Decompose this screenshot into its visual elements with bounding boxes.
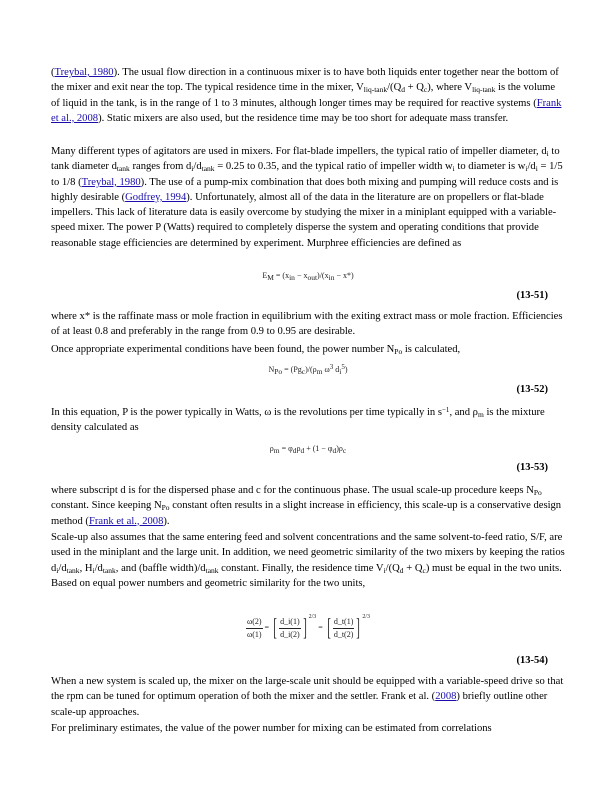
paragraph-agitators: Many different types of agitators are used in mixers. For flat-blade impellers, the typical ratio of impeller diameter, $d_i$ to tank diameter $d_{tank}$ ranges from $d_i/d_{tank} = 0.25$ to 0.35, and the typical ratio of impeller width $w_i$ to diameter is $w_i/d_i = 1/5$ to 1/8 (Treybal, 1980). The use of a pump-mix combination that does both mixing and pumping will reduce costs and is highly desirable (Godfrey, 1994). Unfortunately, almost all of the data in the literature are on propellers or flat-blade impellers. This lack of literature data is easily overcome by studying the mixer in a miniplant equipped with a variable-speed mixer. The power P (Watts) required to completely disperse the system and operating conditions that provide reasonable stage efficiencies are determined by experiment. Murphree efficiencies are defined as	[51, 146, 563, 249]
citation-link-frank[interactable]: Frank et al., 2008	[88, 515, 164, 527]
fraction-omega: $\frac{\omega(2)}{\omega(1)}$	[246, 616, 262, 639]
paragraph-scale-up-procedure: where subscript d is for the dispersed phase and c for the continuous phase. The usual scale-up procedure keeps $N_{Po}$ constant. Since keeping $N_{Po}$ constant often results in a slight increase in efficiency, this scale-up is a conservative design method (Frank et al., 2008).	[51, 485, 562, 527]
equation-13-51: $E_M = (x_{in} - x_{out})/(x_{in} - x*)$	[262, 271, 354, 282]
equation-number-13-54: (13-54)	[516, 655, 548, 666]
equation-13-53: $\rho_m = \varphi_d\rho_d + (1 - \varphi_d)\rho_c$	[269, 444, 347, 455]
citation-link-treybal[interactable]: Treybal, 1980	[54, 67, 114, 78]
paragraph-residence-time: (Treybal, 1980). The usual flow direction in a continuous mixer is to have both liquids enter together near the bottom of the mixer and exit near the top. The typical residence time in the mixer, $V_{liq-tank}/(Q_d + Q_c)$, where $V_{liq-tank}$ is the volume of liquid in the tank, is in the range of 1 to 3 minutes, although longer times may be required for reactive systems (Frank et al., 2008). Static mixers are also used, but the residence time may be too short for adequate mass transfer.	[51, 67, 562, 124]
paragraph-geometric-similarity: Scale-up also assumes that the same entering feed and solvent concentrations and the same solvent-to-feed ratio, S/F, are used in the miniplant and the large unit. In addition, we need geometric similarity of the two mixers by keeping the ratios $d_i/d_{tank}$, $H_i/d_{tank}$, and (baffle $width)/d_{tank}$ constant. Finally, the residence time $V_i/(Q_d + Q_c)$ must be equal in the two units. Based on equal power numbers and geometric similarity for the two units,	[51, 532, 565, 589]
fraction-impeller-diameter: $\frac{d\_i(1)}{d\_i(2)}$	[280, 616, 300, 639]
equation-number-13-51: (13-51)	[516, 290, 548, 301]
fraction-tank-diameter: $\frac{d\_t(1)}{d\_t(2)}$	[333, 616, 354, 639]
paragraph-density: In this equation, P is the power typically in Watts, ω is the revolutions per time typically in $s^{-1}$, and $\rho_m$ is the mixture density calculated as	[51, 406, 545, 434]
citation-link-godfrey[interactable]: Godfrey, 1994	[125, 191, 187, 203]
paragraph-raffinate: where x* is the raffinate mass or mole fraction in equilibrium with the exiting extract mass or mole fraction. Efficiencies of at least 0.8 and preferably in the range from 0.9 to 0.95 are desirable.	[51, 311, 563, 338]
citation-link-treybal[interactable]: Treybal, 1980	[81, 176, 141, 188]
paragraph-preliminary-estimates: For preliminary estimates, the value of the power number for mixing can be estimated from correlations	[51, 723, 492, 734]
equation-13-54: $\frac{\omega(2)}{\omega(1)}$ = [ $\frac{d\_i(1)}{d\_i(2)}$ ] $^{2/3}$ = [ $\frac{d\_t(1)}{d\_t(2)}$ ] $^{2/3}$	[246, 614, 371, 642]
citation-link-frank-2008[interactable]: 2008	[435, 691, 457, 703]
citation-link-frank[interactable]: Frank et al., 2008	[51, 97, 562, 124]
paragraph-variable-speed-drive: When a new system is scaled up, the mixer on the large-scale unit should be equipped with a variable-speed drive so that the rpm can be tuned for optimum operation of both the mixer and the settler. Frank et al. (2008) briefly outline other scale-up approaches.	[51, 676, 564, 718]
equation-number-13-53: (13-53)	[516, 462, 548, 473]
paragraph-power-number: Once appropriate experimental conditions have been found, the power number $N_{Po}$ is calculated,	[51, 344, 461, 356]
equation-13-52: $N_{Po} = (Pg_c)/(\rho_m$ $\omega^3$ $d_i^5$)	[268, 363, 348, 376]
equation-number-13-52: (13-52)	[516, 384, 548, 395]
